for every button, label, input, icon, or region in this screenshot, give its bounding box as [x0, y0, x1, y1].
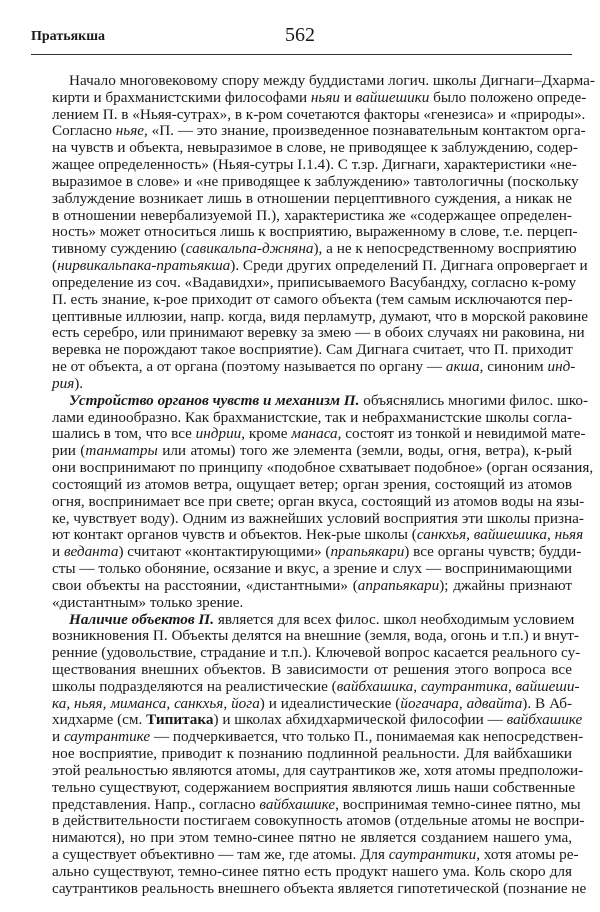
italic-term: вайбхашика: [336, 677, 414, 695]
text-line: [52, 376, 572, 393]
text-run: ). В Аб-: [522, 694, 573, 712]
italic-term: инд-: [547, 358, 576, 376]
text-run: ,: [458, 694, 467, 712]
text-line: [52, 425, 586, 443]
text-run: или атомы) того же элемента (земли, воды, огня, ветра), к-рый: [157, 442, 572, 460]
italic-term: вайшеши-: [515, 677, 580, 695]
text-run: возникновения П. Объекты делятся на внешние (земля, вода, огонь и т.п.) и внут-: [52, 627, 579, 645]
text-run: ществования внешних объектов. В зависимости от решения этого вопроса все: [52, 660, 572, 678]
text-line: [52, 72, 595, 90]
italic-term: саутрантики: [388, 846, 477, 864]
page-number: 562: [285, 24, 315, 46]
text-run: и: [52, 543, 64, 561]
text-line: [52, 509, 584, 528]
running-title: Пратьякша: [31, 29, 106, 44]
text-line: [52, 595, 572, 612]
italic-term: миманса: [110, 694, 167, 712]
text-run: ность» может относиться лишь к восприятию, выраженному в слове, т.е. перцеп-: [52, 223, 578, 241]
text-run: , синоним: [479, 358, 548, 376]
text-run: цептивные иллюзии, напр. когда, видя перламутр, думают, что в морской раковине: [52, 307, 589, 325]
text-line: [52, 208, 572, 225]
text-run: ,: [547, 526, 555, 544]
text-run: объяснялись многими филос. шко-: [359, 391, 589, 409]
text-run: ке, чувствует воду). Одним из важнейших условий восприятия эти школы призна-: [52, 509, 584, 527]
text-line: [52, 492, 585, 511]
italic-term: санкхья: [174, 694, 224, 712]
text-run: Начало многовековому спору между буддистами логич. школы Дигнаги–Дхарма-: [69, 72, 595, 89]
text-run: заблуждение возникает лишь в отношении перцептивного суждения, а никак не: [52, 189, 572, 207]
text-line: [52, 156, 577, 174]
italic-term: саутрантике: [63, 728, 151, 746]
italic-term: вайшешики: [355, 88, 430, 106]
text-run: хидхарме (см.: [52, 711, 147, 729]
text-run: шались в том, что все: [52, 425, 196, 443]
italic-term: саутрантика: [420, 677, 508, 695]
text-run: ,: [413, 677, 421, 695]
text-run: ально существуют, темно-синее пятно есть продукт нашего ума. Коль скоро для: [52, 862, 572, 880]
text-line: [52, 358, 576, 376]
text-line: [52, 846, 579, 864]
italic-term: йога: [231, 694, 260, 712]
italic-term: вайбхашике: [259, 795, 336, 813]
text-run: тивному суждению (: [52, 240, 186, 258]
text-line: [52, 122, 586, 140]
text-run: выразимое в слове» и «не приводящее к заблуждению» тавтологичны (поскольку: [52, 172, 579, 190]
italic-term: апрапьякари: [357, 576, 440, 594]
text-run: Согласно: [52, 122, 116, 140]
text-line: [52, 172, 579, 191]
text-run: ). Среди других определений П. Дигнага опровергает и: [230, 257, 588, 275]
text-run: лами единообразно. Как брахманистские, так и небрахманистские школы согла-: [52, 408, 572, 426]
text-line: [52, 443, 572, 460]
italic-term: веданта: [63, 543, 119, 561]
text-run: свои объекты на расстоянии, «дистантными» (: [52, 576, 358, 594]
text-line: [52, 240, 577, 258]
text-run: они воспринимают по принципу «подобное схватывает подобное» (орган осязания,: [52, 459, 594, 477]
header-rule: [31, 54, 572, 55]
text-line: [52, 410, 572, 427]
italic-term: савикальпа-джняна: [185, 240, 314, 258]
text-line: [52, 812, 585, 830]
text-line: [52, 88, 587, 107]
text-run: представления. Напр., согласно: [52, 795, 260, 813]
text-line: [52, 610, 575, 629]
text-line: [52, 273, 577, 292]
italic-term: ньяя: [554, 526, 584, 544]
text-run: на чувств и объекта, невыразимое в слове, не приводящее к заблуждению, содер-: [52, 139, 578, 157]
text-line: [52, 677, 580, 696]
text-run: ).: [74, 374, 84, 392]
text-line: [52, 459, 594, 477]
text-line: [52, 711, 583, 729]
text-line: [52, 526, 584, 544]
text-line: [52, 795, 581, 814]
text-run: кирти и брахманистскими философами: [52, 88, 311, 106]
text-line: [52, 292, 572, 309]
text-run: лением П. в «Ньяя-сутрах», в к-ром сочетаются факторы «генезиса» и «природы».: [52, 105, 586, 123]
italic-term: йогачара: [400, 694, 459, 712]
text-run: , воспринимая темно-синее пятно, мы: [335, 795, 581, 813]
text-line: [52, 578, 572, 595]
text-run: ,: [507, 677, 516, 695]
text-run: нимаются), но при этом темно-синее пятно не является созданием нашего ума,: [52, 829, 572, 847]
italic-term: ка: [52, 694, 67, 712]
text-line: [52, 257, 588, 275]
italic-term: индрии: [195, 425, 242, 443]
italic-term: санкхья: [416, 526, 467, 544]
text-run: саутрантиков реальность внешнего объекта является гипотетической (познание не: [52, 879, 587, 897]
text-run: ,: [223, 694, 232, 712]
text-line: [52, 324, 585, 342]
italic-term: ньяе: [115, 122, 145, 140]
text-run: определение из соч. «Вадавидхи», приписываемого Васубандху, согласно к-рому: [52, 273, 577, 291]
text-run: тельно существуют, содержанием восприятия являются лишь наши собственные: [52, 778, 576, 796]
text-line: [52, 778, 576, 797]
text-run: ), а не к непосредственному восприятию: [313, 240, 577, 258]
text-run: (: [52, 257, 58, 275]
text-run: ренние (удовольствие, страдание и т.п.). Ключевой вопрос касается реального су-: [52, 644, 581, 662]
text-run: а существует объективно — там же, где атомы. Для: [52, 846, 389, 864]
bold-term: Наличие объектов П.: [69, 610, 215, 628]
bold-term: Типитака: [146, 711, 214, 729]
text-line: [52, 879, 587, 898]
text-line: [52, 543, 582, 561]
text-run: ); джайны признают: [439, 576, 572, 594]
text-line: [52, 191, 572, 208]
text-line: [52, 696, 572, 713]
italic-term: ньяя: [74, 694, 103, 712]
text-run: ) все органы чувств; будди-: [404, 543, 582, 561]
text-run: ,: [102, 694, 111, 712]
text-line: [52, 627, 579, 645]
italic-term: прапьякари: [330, 543, 405, 561]
text-run: огня, воспринимает все при свете; орган вкуса, состоящий из атомов воды на язы-: [52, 492, 585, 510]
text-run: рии (: [52, 442, 86, 460]
text-line: [52, 728, 584, 746]
bold-term: Устройство органов чувств и механизм П.: [69, 391, 360, 409]
text-run: ) и школах абхидхармической философии —: [213, 711, 507, 729]
text-line: [52, 139, 578, 157]
text-run: ) и идеалистические (: [259, 694, 401, 712]
text-run: , хотя атомы ре-: [476, 846, 579, 864]
text-line: [52, 746, 572, 763]
text-run: жащее определенность» (Ньяя-сутры I.1.4). С т.зр. Дигнаги, характеристики «не-: [52, 156, 577, 174]
text-run: «дистантным» только зрение.: [52, 593, 244, 611]
text-run: является для всех филос. школ необходимым условием: [214, 610, 575, 628]
italic-term: акша: [445, 358, 480, 376]
text-run: , «П. — это знание, произведенное познавательным контактом орга-: [144, 122, 586, 140]
text-run: и: [339, 88, 356, 106]
italic-term: вайшешика: [473, 526, 547, 544]
italic-term: рия: [52, 374, 75, 392]
text-line: [52, 864, 572, 881]
italic-term: нирвикальпака-пратьякша: [57, 257, 231, 275]
article-body: [52, 72, 595, 898]
text-run: ное восприятие, приводит к познанию подлинной реальности. Для вайбхашики: [52, 745, 572, 763]
italic-term: вайбхашике: [506, 711, 583, 729]
text-line: [52, 223, 578, 241]
text-run: в отношении невербализуемой П.), характеристика же «содержащее определен-: [52, 206, 572, 224]
italic-term: манаса: [291, 425, 338, 443]
text-line: [52, 307, 589, 326]
text-run: веревка не порождают такое восприятие). Сам Дигнага считает, что П. приходит: [52, 341, 573, 359]
text-run: не от объекта, а от органа (поэтому называется по органу —: [52, 358, 446, 376]
text-run: ) считают «контактирующими» (: [118, 543, 331, 561]
text-line: [52, 830, 572, 847]
text-run: состоящий из атомов ветра, ощущает ветер; орган зрения, состоящий из атомов: [52, 475, 572, 493]
text-line: [52, 761, 584, 780]
text-run: в действительности постигаем совокупность атомов (отдельные атомы не воспри-: [52, 812, 585, 830]
text-run: — подчеркивается, что только П., понимаемая как непосредствен-: [150, 728, 584, 746]
text-line: [52, 644, 581, 662]
text-run: ют контакт органов чувств и объектов. Нек-рые школы (: [52, 526, 417, 544]
italic-term: танматры: [85, 442, 158, 460]
text-run: ,: [466, 526, 474, 544]
text-run: было положено опреде-: [429, 88, 587, 106]
text-run: П. есть знание, к-рое приходит от самого объекта (тем самым исключаются пер-: [52, 290, 573, 308]
text-line: [52, 561, 572, 578]
text-run: школы подразделяются на реалистические (: [52, 677, 337, 695]
text-line: [52, 105, 586, 124]
text-line: [52, 477, 572, 494]
text-line: [52, 391, 589, 410]
text-run: этой реальностью являются атомы, для саутрантиков же, хотя атомы предположи-: [52, 761, 584, 779]
italic-term: адвайта: [466, 694, 523, 712]
text-run: , состоят из тонкой и невидимой мате-: [337, 425, 586, 443]
text-run: ,: [66, 694, 75, 712]
text-run: , кроме: [241, 425, 292, 443]
text-run: сты — только обоняние, осязание и вкус, а зрение и слух — воспринимающими: [52, 560, 572, 578]
italic-term: ньяи: [310, 88, 340, 106]
text-line: [52, 342, 572, 359]
text-line: [52, 662, 572, 679]
text-run: ,: [166, 694, 175, 712]
text-run: есть серебро, или принимают веревку за змею — в обоих случаях ни раковина, ни: [52, 324, 585, 342]
text-run: и: [52, 728, 64, 746]
